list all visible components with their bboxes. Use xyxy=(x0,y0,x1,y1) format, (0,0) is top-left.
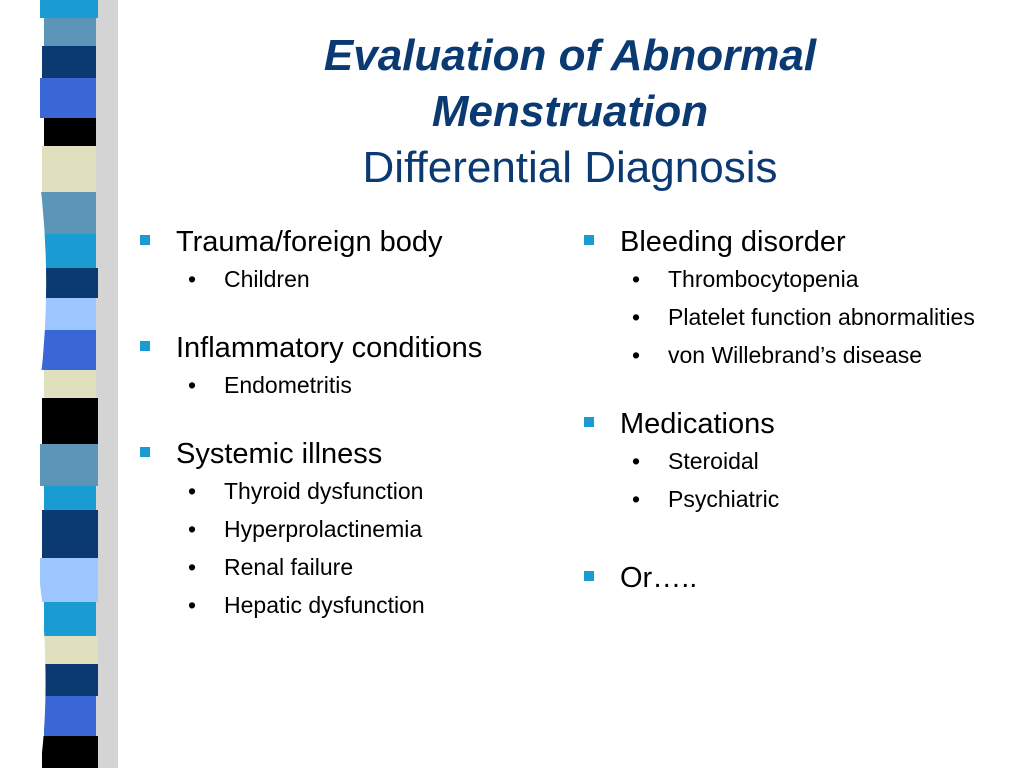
list-item xyxy=(584,404,1004,514)
sub-item: • Thyroid dysfunction xyxy=(188,478,424,504)
square-bullet-icon xyxy=(140,235,150,245)
bullet-label: Inflammatory conditions xyxy=(176,332,483,364)
bullet-dot-icon: • xyxy=(188,554,197,580)
sub-item: • Thrombocytopenia xyxy=(632,266,859,292)
list-item xyxy=(584,558,1004,598)
square-bullet-icon xyxy=(584,417,594,427)
left-column xyxy=(140,222,570,628)
bullet-dot-icon: • xyxy=(188,372,197,398)
bullet-label: Systemic illness xyxy=(176,438,383,470)
square-bullet-icon xyxy=(584,571,594,581)
title-block xyxy=(210,28,930,196)
striped-border-graphic xyxy=(0,0,118,768)
decorative-strip xyxy=(0,0,118,768)
sub-item: • Children xyxy=(188,266,310,292)
bullet-dot-icon: • xyxy=(632,448,641,474)
bullet-dot-icon: • xyxy=(632,304,641,330)
right-column xyxy=(584,222,1004,598)
sub-item: • Endometritis xyxy=(188,372,352,398)
list-item xyxy=(140,222,570,294)
square-bullet-icon xyxy=(584,235,594,245)
list-item xyxy=(140,328,570,400)
sub-item: • Hepatic dysfunction xyxy=(188,592,425,618)
sub-item: • Renal failure xyxy=(188,554,354,580)
title-line-2: Menstruation xyxy=(431,87,709,136)
bullet-dot-icon: • xyxy=(188,266,197,292)
sub-item: • Steroidal xyxy=(632,448,759,474)
square-bullet-icon xyxy=(140,447,150,457)
bullet-label: Or….. xyxy=(620,562,698,594)
bullet-dot-icon: • xyxy=(632,486,641,512)
sub-item: • Hyperprolactinemia xyxy=(188,516,423,542)
square-bullet-icon xyxy=(140,341,150,351)
sub-item: • Platelet function abnormalities xyxy=(632,304,975,330)
bullet-dot-icon: • xyxy=(188,478,197,504)
bullet-label: Trauma/foreign body xyxy=(176,226,443,258)
bullet-label: Medications xyxy=(620,408,775,440)
bullet-dot-icon: • xyxy=(632,266,641,292)
list-item xyxy=(584,222,1004,370)
bullet-dot-icon: • xyxy=(188,516,197,542)
sub-item: • Psychiatric xyxy=(632,486,780,512)
bullet-dot-icon: • xyxy=(188,592,197,618)
bullet-dot-icon: • xyxy=(632,342,641,368)
sub-item: • von Willebrand’s disease xyxy=(632,342,922,368)
bullet-label: Bleeding disorder xyxy=(620,226,846,258)
subtitle: Differential Diagnosis xyxy=(362,143,778,192)
title-line-1: Evaluation of Abnormal xyxy=(323,31,817,80)
list-item xyxy=(140,434,570,620)
